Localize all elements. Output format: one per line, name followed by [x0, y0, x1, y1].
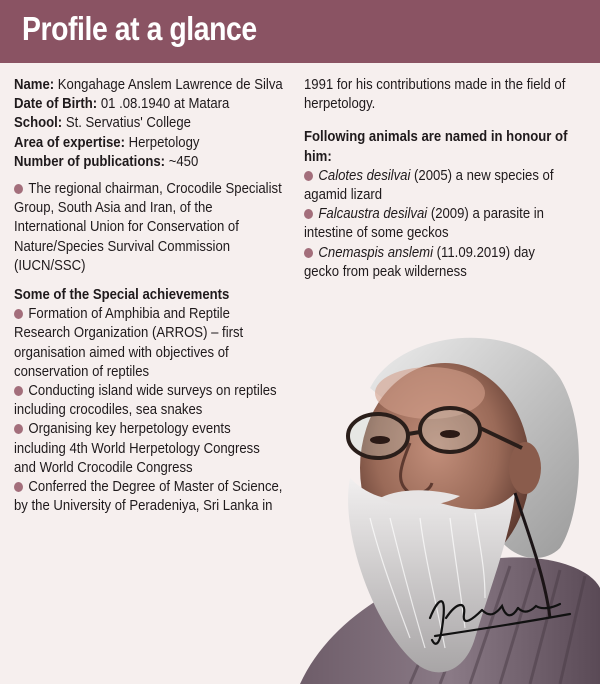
name-value: Kongahage Anslem Lawrence de Silva	[54, 77, 283, 93]
achievement-item	[14, 305, 284, 382]
expertise-label: Area of expertise:	[14, 134, 125, 151]
page-title: Profile at a glance	[22, 10, 257, 47]
bullet-icon	[304, 209, 313, 219]
animal-item	[304, 244, 572, 282]
achievement-item	[14, 420, 284, 478]
expertise-value: Herpetology	[124, 134, 200, 151]
bullet-icon	[304, 171, 313, 181]
publications-label: Number of publications:	[14, 153, 166, 170]
publications-value: ~450	[165, 153, 199, 170]
bullet-icon	[14, 482, 23, 492]
bullet-icon	[14, 309, 23, 319]
dob-line	[14, 95, 284, 114]
species-name: Falcaustra desilvai	[318, 206, 428, 223]
achievement-item	[14, 382, 284, 420]
name-label: Name:	[14, 77, 55, 93]
portrait-photo	[260, 318, 600, 684]
publications-line	[14, 153, 284, 172]
achievement-text: Conducting island wide surveys on reptiles including crocodiles, sea snakes	[14, 383, 277, 419]
left-column	[14, 76, 284, 516]
achievement-text: Formation of Amphibia and Reptile Research Organization (ARROS) – first organisation aimed with objectives of conservation of reptiles	[14, 306, 244, 380]
dob-label: Date of Birth:	[14, 96, 98, 113]
dob-value: 01 .08.1940 at Matara	[97, 96, 230, 113]
animal-item	[304, 205, 572, 243]
animal-item	[304, 167, 572, 205]
species-detail: (2005) a new species of agamid lizard	[304, 167, 554, 204]
school-line	[14, 114, 284, 133]
role-text: The regional chairman, Crocodile Specialist Group, South Asia and Iran, of the International Union for Conservation of Nature/Species Survival Commission (IUCN/SSC)	[14, 181, 282, 274]
animals-heading: Following animals are named in honour of him:	[304, 129, 568, 165]
species-name: Calotes desilvai	[318, 167, 411, 184]
achievement-item	[14, 478, 284, 516]
achievement-text: Conferred the Degree of Master of Science, by the University of Peradeniya, Sri Lanka in	[14, 479, 283, 515]
bullet-icon	[14, 184, 23, 194]
name-line	[14, 76, 284, 95]
species-name: Cnemaspis anslemi	[318, 244, 434, 261]
bullet-icon	[14, 424, 23, 434]
bullet-icon	[304, 248, 313, 258]
achievement-continuation: 1991 for his contributions made in the field of herpetology.	[304, 77, 566, 113]
bullet-icon	[14, 386, 23, 396]
school-value: St. Servatius' College	[62, 115, 191, 132]
achievements-heading: Some of the Special achievements	[14, 287, 230, 304]
species-detail: (2009) a parasite in intestine of some geckos	[304, 206, 545, 242]
title-banner	[0, 0, 600, 63]
species-detail: (11.09.2019) day gecko from peak wilderness	[304, 244, 536, 280]
achievement-text: Organising key herpetology events including 4th World Herpetology Congress and World Crocodile Congress	[14, 421, 260, 476]
role-item	[14, 180, 284, 276]
school-label: School:	[14, 115, 63, 132]
right-column	[304, 76, 572, 282]
expertise-line	[14, 134, 284, 153]
